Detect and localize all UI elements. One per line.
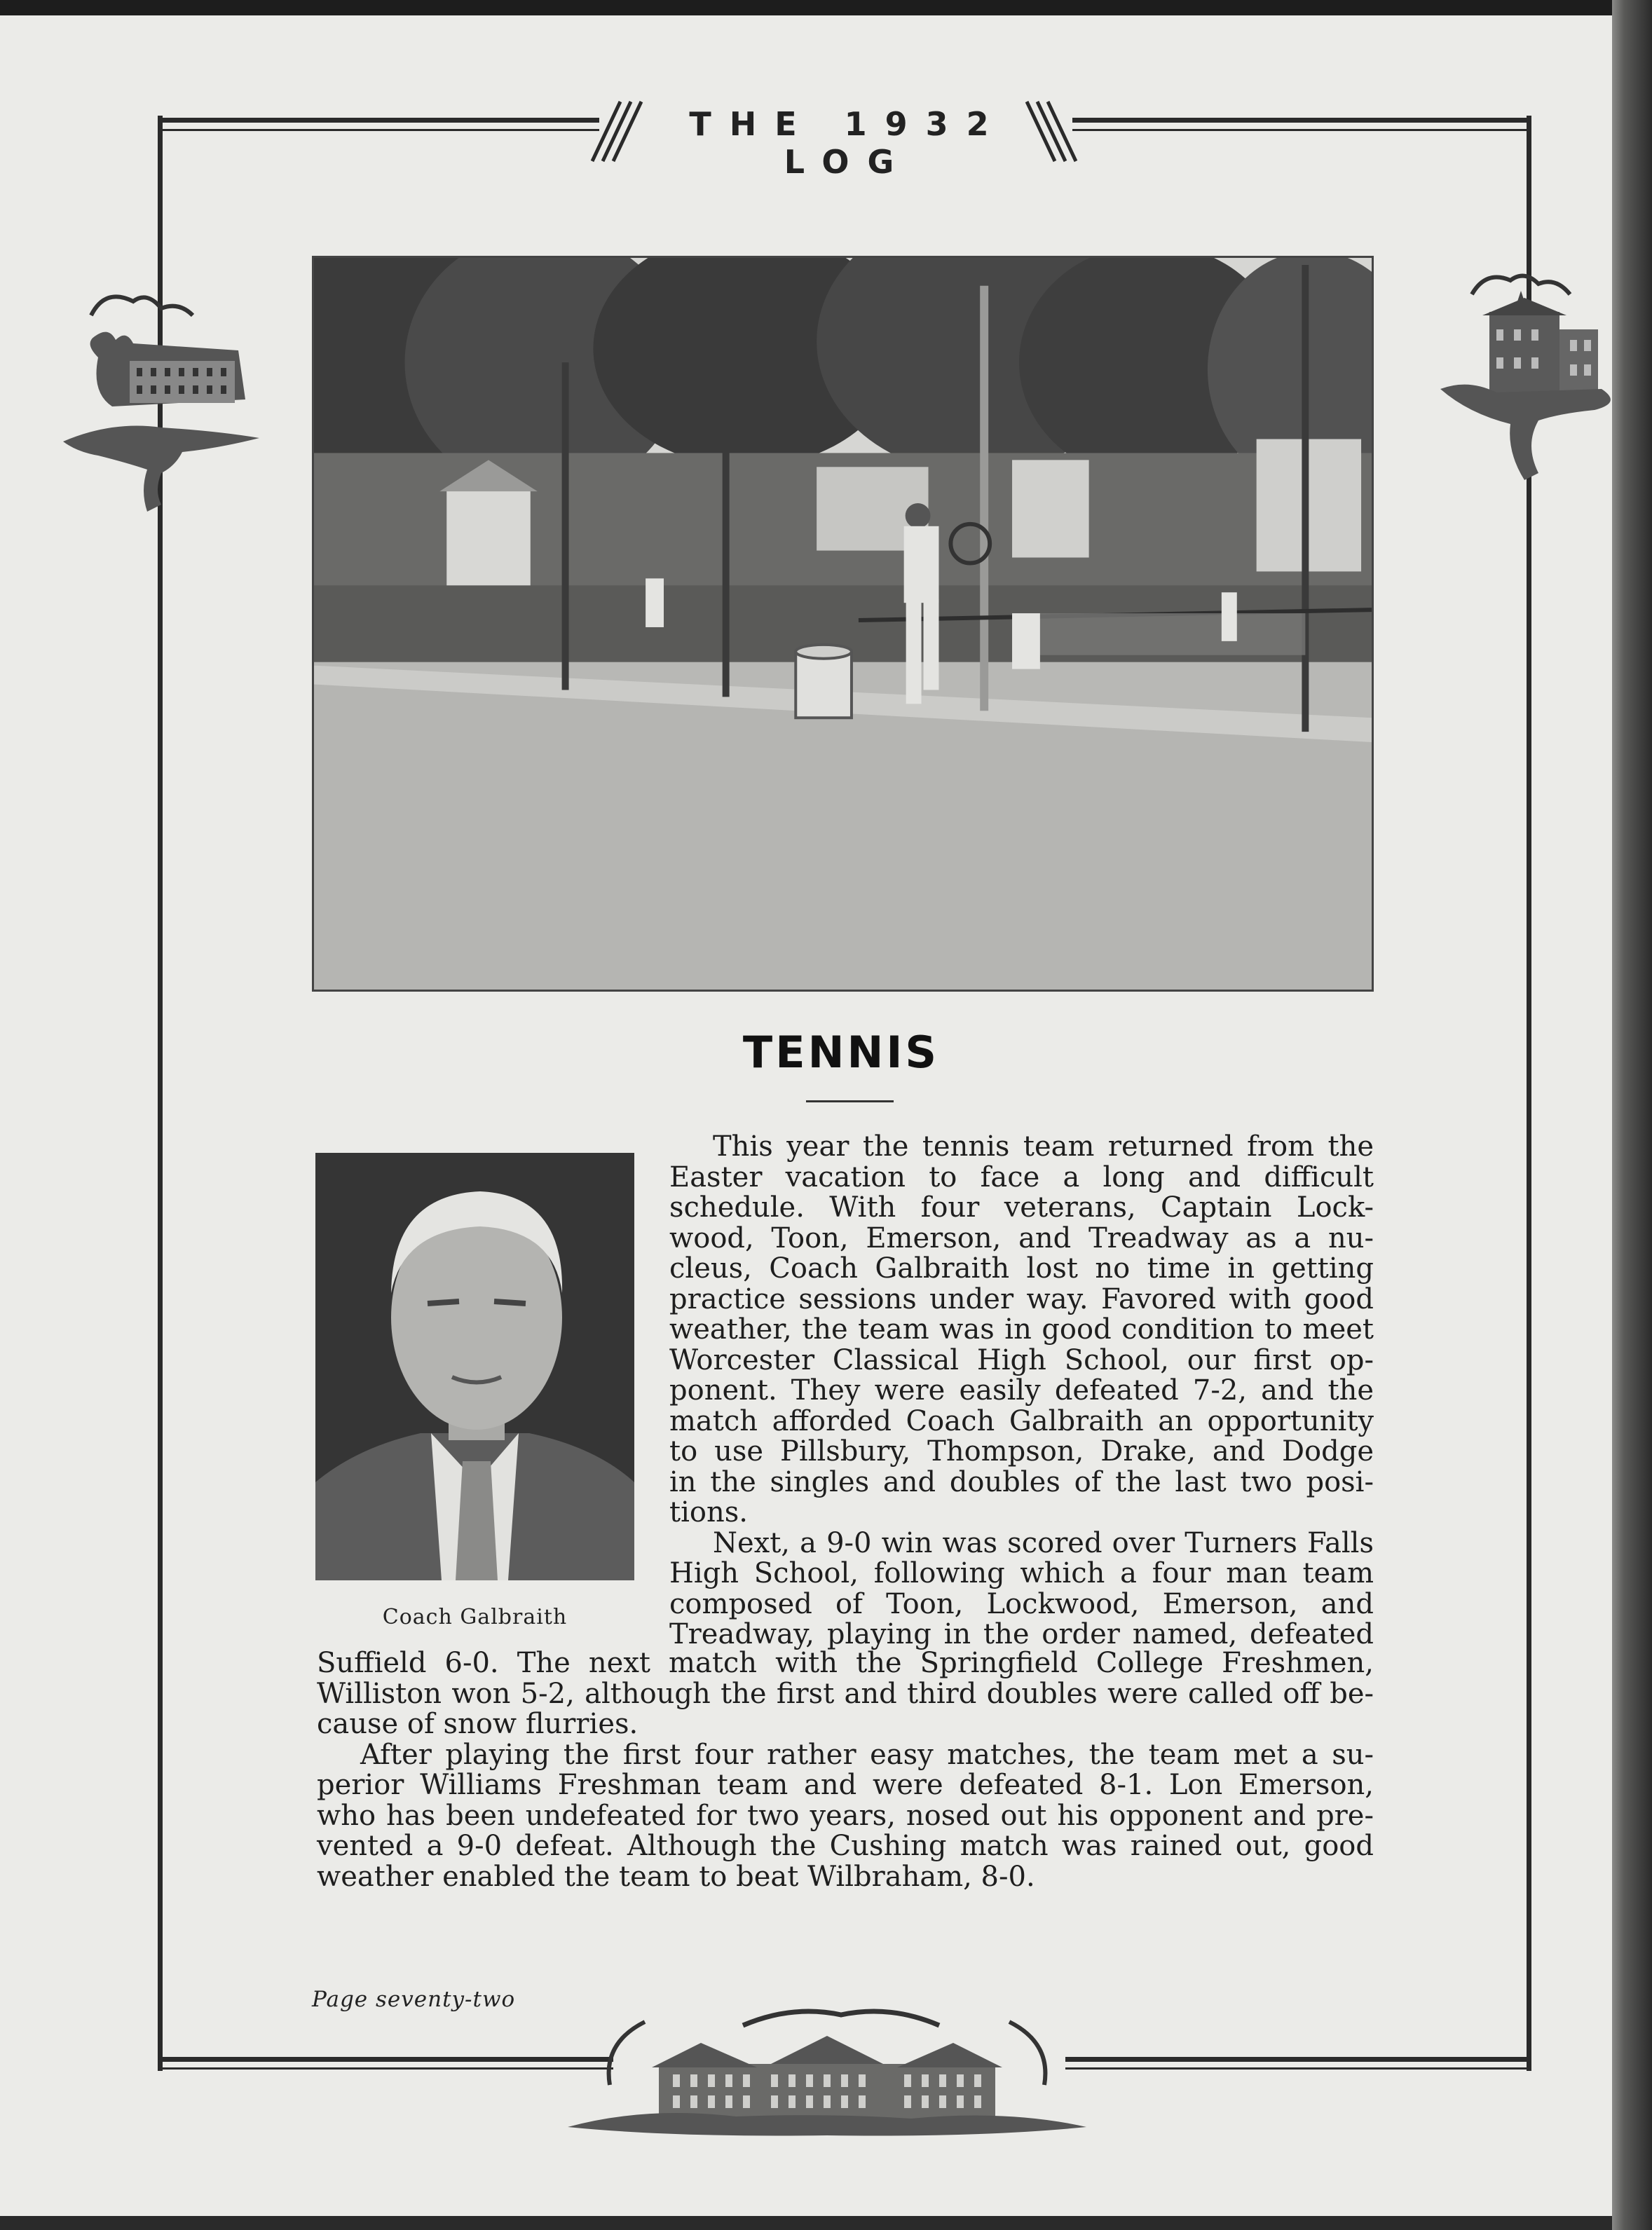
text-line: Easter vacation to face a long and difficult (669, 1161, 1374, 1193)
book-binding (1612, 0, 1652, 2230)
scan-edge (0, 2216, 1612, 2230)
portrait-caption: Coach Galbraith (382, 1605, 568, 1629)
footer-rule-right (1065, 2057, 1531, 2062)
text-line: This year the tennis team returned from the (713, 1130, 1374, 1163)
text-line: weather, the team was in good condition to meet (669, 1313, 1374, 1346)
footer-rule-right-inner (1065, 2067, 1531, 2070)
text-line: Next, a 9-0 win was scored over Turners Falls (713, 1526, 1374, 1559)
text-line: Worcester Classical High School, our first op- (669, 1343, 1374, 1376)
article-full-width-text (317, 1648, 1374, 1892)
article-headline: TENNIS (742, 1027, 940, 1078)
text-line: perior Williams Freshman team and were defeated 8-1. Lon Emerson, (317, 1769, 1374, 1801)
text-line: Williston won 5-2, although the first and third doubles were called off be- (317, 1677, 1374, 1710)
text-line: High School, following which a four man team (669, 1557, 1374, 1589)
text-line: wood, Toon, Emerson, and Treadway as a nu- (669, 1222, 1374, 1254)
tennis-practice-photo (312, 256, 1374, 992)
text-line: practice sessions under way. Favored with good (669, 1282, 1374, 1315)
left-building-vignette (56, 287, 266, 519)
footer-building-vignette (561, 2001, 1093, 2141)
article-column-text (669, 1132, 1374, 1650)
text-line: cause of snow flurries. (317, 1708, 639, 1740)
header-rule-left-inner (158, 129, 599, 131)
text-line: match afforded Coach Galbraith an opportunity (669, 1404, 1374, 1437)
text-line: tions. (669, 1496, 748, 1528)
text-line: who has been undefeated for two years, nosed out his opponent and pre- (317, 1799, 1374, 1832)
text-line: composed of Toon, Lockwood, Emerson, and (669, 1587, 1374, 1620)
running-header: THE 1932 LOG (689, 105, 1007, 181)
header-rule-right (1072, 118, 1531, 123)
header-rule-right-inner (1072, 129, 1531, 131)
text-line: weather enabled the team to beat Wilbraham, 8-0. (317, 1860, 1035, 1893)
text-line: vented a 9-0 defeat. Although the Cushing match was rained out, good (317, 1830, 1374, 1862)
text-line: Treadway, playing in the order named, defeated (669, 1618, 1374, 1650)
header-rule-left (158, 118, 599, 123)
footer-rule-left (158, 2057, 613, 2062)
right-building-vignette (1426, 263, 1616, 494)
text-line: ponent. They were easily defeated 7-2, and the (669, 1374, 1374, 1407)
page-number: Page seventy-two (312, 1987, 516, 2012)
headline-rule (806, 1100, 894, 1102)
text-line: Suffield 6-0. The next match with the Springfield College Freshmen, (317, 1647, 1374, 1679)
text-line: to use Pillsbury, Thompson, Drake, and Dodge (669, 1435, 1374, 1468)
text-line: in the singles and doubles of the last two posi- (669, 1465, 1374, 1498)
coach-portrait (315, 1153, 634, 1580)
text-line: schedule. With four veterans, Captain Lock- (669, 1191, 1374, 1224)
text-line: cleus, Coach Galbraith lost no time in getting (669, 1252, 1374, 1285)
footer-rule-left-inner (158, 2067, 613, 2070)
text-line: After playing the first four rather easy matches, the team met a su- (360, 1738, 1374, 1771)
